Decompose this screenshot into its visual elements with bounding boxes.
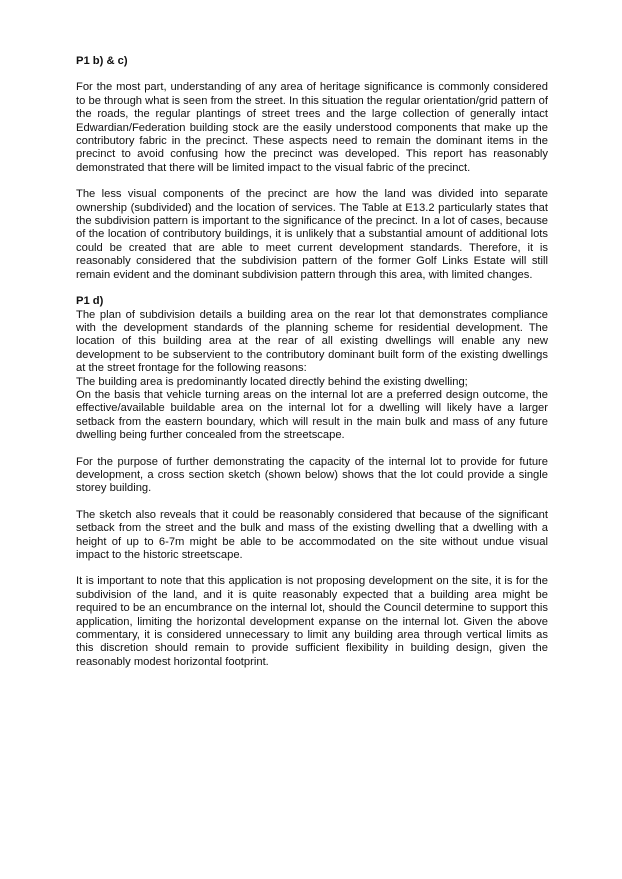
paragraph-building-area-reason-2: On the basis that vehicle turning areas on the internal lot are a preferred design outcome, the effective/available buildable area on the internal lot for a dwelling will likely have a larger setback from the eastern boundary, which will result in the main bulk and mass of any future dwelling being further concealed from the streetscape. [76, 388, 548, 442]
paragraph-application-scope: It is important to note that this application is not proposing development on the site, it is for the subdivision of the land, and it is quite reasonably expected that a building area might be required to be an encumbrance on the internal lot, should the Council determine to support this application, limiting the horizontal development expanse on the internal lot. Given the above commentary, it is considered unnecessary to limit any building area through vertical limits as this discretion should remain to provide sufficient flexibility in building design, given the reasonably modest horizontal footprint. [76, 575, 548, 668]
document-body [76, 55, 548, 669]
paragraph-building-area-reason-1: The building area is predominantly located directly behind the existing dwelling; [76, 375, 468, 388]
paragraph-sketch-height: The sketch also reveals that it could be reasonably considered that because of the significant setback from the street and the bulk and mass of the existing dwelling that a dwelling with a height of up to 6-7m might be able to be accommodated on the site without undue visual impact to the historic streetscape. [76, 508, 548, 561]
section-heading-p1-d: P1 d) [76, 295, 104, 308]
paragraph-heritage-streetscape: For the most part, understanding of any area of heritage significance is commonly considered to be through what is seen from the street. In this situation the regular orientation/grid pattern of the roads, the regular plantings of street trees and the large collection of generally intact Edwardian/Federation building stock are the easily understood components that make up the contributory fabric in the precinct. These aspects need to remain the dominant items in the precinct to avoid confusing how the precinct was developed. This report has reasonably demonstrated that there will be limited impact to the visual fabric of the precinct. [76, 81, 548, 174]
paragraph-building-area: The plan of subdivision details a building area on the rear lot that demonstrates compliance with the development standards of the planning scheme for residential development. The location of this building area at the rear of all existing dwellings will enable any new development to be subservient to the contributory dominant built form of the existing dwellings at the street frontage for the following reasons: [76, 308, 548, 375]
paragraph-subdivision-pattern: The less visual components of the precinct are how the land was divided into separate ownership (subdivided) and the location of services. The Table at E13.2 particularly states that the subdivision pattern is important to the significance of the precinct. In a lot of cases, because of the location of contributory buildings, it is unlikely that a substantial amount of additional lots could be created that are able to meet current development standards. Therefore, it is reasonably considered that the subdivision pattern of the former Golf Links Estate will still remain evident and the dominant subdivision pattern through this area, with limited changes. [76, 188, 549, 281]
section-heading-p1-bc: P1 b) & c) [76, 55, 128, 67]
paragraph-cross-section: For the purpose of further demonstrating the capacity of the internal lot to provide for future development, a cross section sketch (shown below) shows that the lot could provide a single storey building. [76, 455, 548, 495]
